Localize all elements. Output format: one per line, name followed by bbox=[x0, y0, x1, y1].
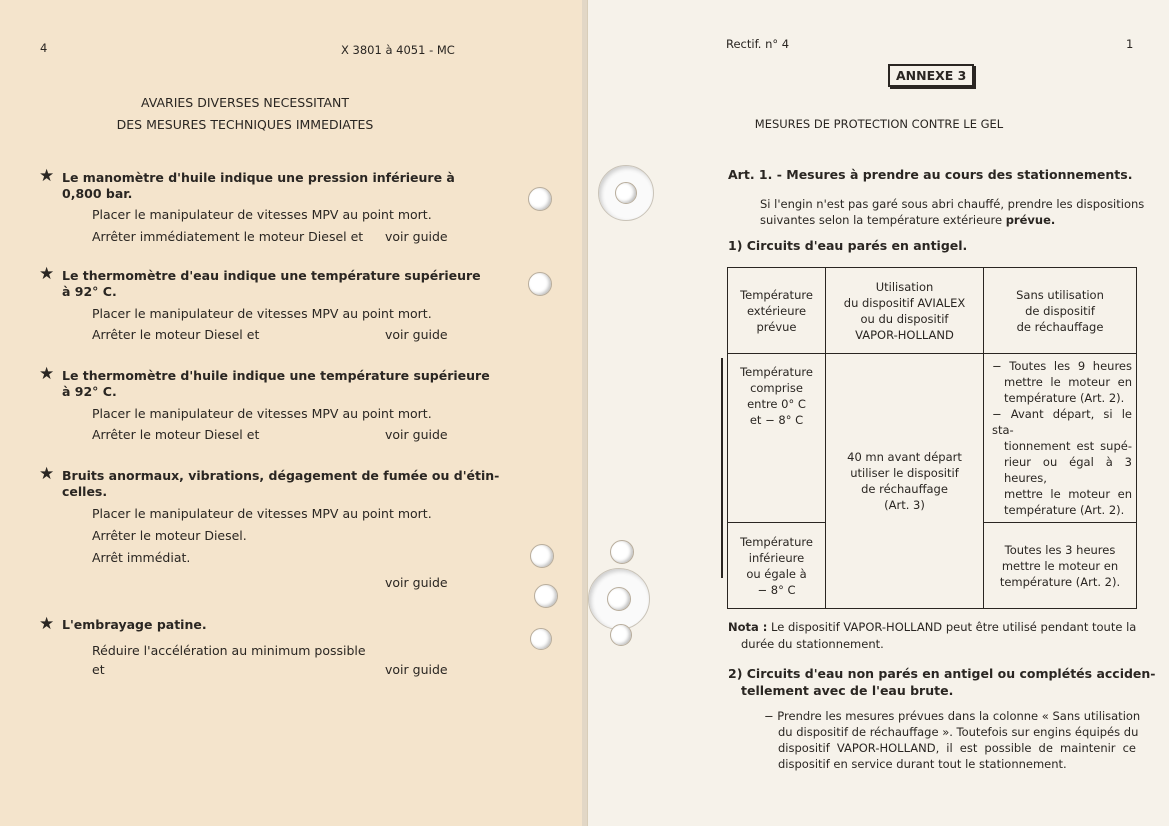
header-cell: Sans utilisation de dispositif de réchauffage bbox=[984, 268, 1137, 354]
punch-hole bbox=[530, 544, 554, 568]
section-heading: 2) Circuits d'eau non parés en antigel ou complétés acciden- bbox=[728, 666, 1156, 681]
star-icon: ★ bbox=[39, 464, 55, 484]
body-text: du dispositif de réchauffage ». Toutefois sur engins équipés du bbox=[778, 725, 1139, 739]
punch-hole bbox=[528, 272, 552, 296]
item-instruction: Placer le manipulateur de vitesses MPV au point mort. bbox=[92, 506, 432, 521]
intro-text: Si l'engin n'est pas garé sous abri chauffé, prendre les dispositions bbox=[760, 197, 1145, 211]
item-instruction: Arrêter immédiatement le moteur Diesel et bbox=[92, 229, 364, 244]
nota-line bbox=[728, 620, 1136, 634]
see-guide-label: voir guide bbox=[385, 662, 448, 677]
table-header-row bbox=[728, 268, 1137, 354]
item-instruction: et bbox=[92, 662, 105, 677]
intro-text bbox=[760, 213, 1055, 227]
document-reference: X 3801 à 4051 - MC bbox=[341, 43, 455, 57]
punch-hole bbox=[528, 187, 552, 211]
see-guide-label: voir guide bbox=[385, 327, 448, 342]
rectif-label: Rectif. n° 4 bbox=[726, 37, 790, 51]
punch-hole bbox=[530, 628, 552, 650]
item-heading-continued: celles. bbox=[62, 484, 108, 499]
item-instruction: Placer le manipulateur de vitesses MPV au point mort. bbox=[92, 306, 432, 321]
body-text: − Prendre les mesures prévues dans la colonne « Sans utilisation bbox=[764, 709, 1141, 723]
see-guide-label: voir guide bbox=[385, 427, 448, 442]
punch-hole bbox=[607, 587, 631, 611]
heating-device-cell: 40 mn avant départ utiliser le dispositif de réchauffage (Art. 3) bbox=[826, 354, 984, 609]
item-heading: Le manomètre d'huile indique une pression inférieure à bbox=[62, 170, 455, 185]
header-cell: Température extérieure prévue bbox=[728, 268, 826, 354]
item-instruction: Arrêt immédiat. bbox=[92, 550, 191, 565]
item-heading-continued: à 92° C. bbox=[62, 284, 117, 299]
item-heading: Bruits anormaux, vibrations, dégagement de fumée ou d'étin- bbox=[62, 468, 500, 483]
see-guide-label: voir guide bbox=[385, 575, 448, 590]
section-heading: 1) Circuits d'eau parés en antigel. bbox=[728, 238, 968, 253]
intro-text-emphasis: prévue. bbox=[1005, 213, 1056, 227]
item-instruction: Placer le manipulateur de vitesses MPV au point mort. bbox=[92, 207, 432, 222]
page-number: 1 bbox=[1126, 37, 1134, 51]
punch-hole bbox=[534, 584, 558, 608]
nota-label: Nota : bbox=[728, 620, 768, 634]
punch-hole bbox=[610, 624, 632, 646]
star-icon: ★ bbox=[39, 364, 55, 384]
section-heading-continued: tellement avec de l'eau brute. bbox=[741, 683, 954, 698]
body-text: dispositif VAPOR-HOLLAND, il est possible de maintenir ce bbox=[778, 741, 1136, 755]
punch-hole bbox=[615, 182, 637, 204]
intro-text-part: suivantes selon la température extérieure bbox=[760, 213, 1006, 227]
item-heading: Le thermomètre d'eau indique une température supérieure bbox=[62, 268, 481, 283]
see-guide-label: voir guide bbox=[385, 229, 448, 244]
star-icon: ★ bbox=[39, 166, 55, 186]
star-icon: ★ bbox=[39, 264, 55, 284]
item-heading: Le thermomètre d'huile indique une température supérieure bbox=[62, 368, 490, 383]
nota-text: Le dispositif VAPOR-HOLLAND peut être utilisé pendant toute la bbox=[771, 620, 1137, 634]
no-device-cell: Toutes les 3 heures mettre le moteur en température (Art. 2). bbox=[984, 523, 1137, 609]
right-page bbox=[587, 0, 1169, 826]
punch-hole bbox=[610, 540, 634, 564]
page-number: 4 bbox=[40, 41, 48, 55]
header-cell: Utilisation du dispositif AVIALEX ou du dispositif VAPOR-HOLLAND bbox=[826, 268, 984, 354]
table-row bbox=[728, 354, 1137, 523]
item-heading: L'embrayage patine. bbox=[62, 617, 207, 632]
item-heading-continued: 0,800 bar. bbox=[62, 186, 133, 201]
item-instruction: Arrêter le moteur Diesel. bbox=[92, 528, 247, 543]
temperature-cell: Température inférieure ou égale à − 8° C bbox=[728, 523, 826, 609]
item-heading-continued: à 92° C. bbox=[62, 384, 117, 399]
annexe-box: ANNEXE 3 bbox=[888, 64, 974, 87]
reinforced-punch-hole bbox=[598, 165, 654, 221]
left-page bbox=[0, 0, 582, 826]
star-icon: ★ bbox=[39, 614, 55, 634]
item-instruction: Réduire l'accélération au minimum possible bbox=[92, 643, 366, 658]
item-instruction: Placer le manipulateur de vitesses MPV au point mort. bbox=[92, 406, 432, 421]
no-device-cell: − Toutes les 9 heures mettre le moteur en température (Art. 2). − Avant départ, si le sta- tionnement est supé- rieur ou égal à 3 heures, mettre le moteur en température (Art. 2). bbox=[984, 354, 1137, 523]
antifreeze-table bbox=[727, 267, 1137, 609]
article-heading: Art. 1. - Mesures à prendre au cours des stationnements. bbox=[728, 167, 1133, 182]
page-title: MESURES DE PROTECTION CONTRE LE GEL bbox=[754, 117, 1004, 131]
body-text: dispositif en service durant tout le stationnement. bbox=[778, 757, 1067, 771]
revision-bar bbox=[721, 358, 723, 578]
reinforced-punch-hole bbox=[588, 568, 650, 630]
page-title-line-2: DES MESURES TECHNIQUES IMMEDIATES bbox=[116, 117, 374, 132]
item-instruction: Arrêter le moteur Diesel et bbox=[92, 327, 260, 342]
temperature-cell: Température comprise entre 0° C et − 8° C bbox=[728, 354, 826, 523]
item-instruction: Arrêter le moteur Diesel et bbox=[92, 427, 260, 442]
nota-text-continued: durée du stationnement. bbox=[741, 637, 884, 651]
page-title-line-1: AVARIES DIVERSES NECESSITANT bbox=[140, 95, 350, 110]
